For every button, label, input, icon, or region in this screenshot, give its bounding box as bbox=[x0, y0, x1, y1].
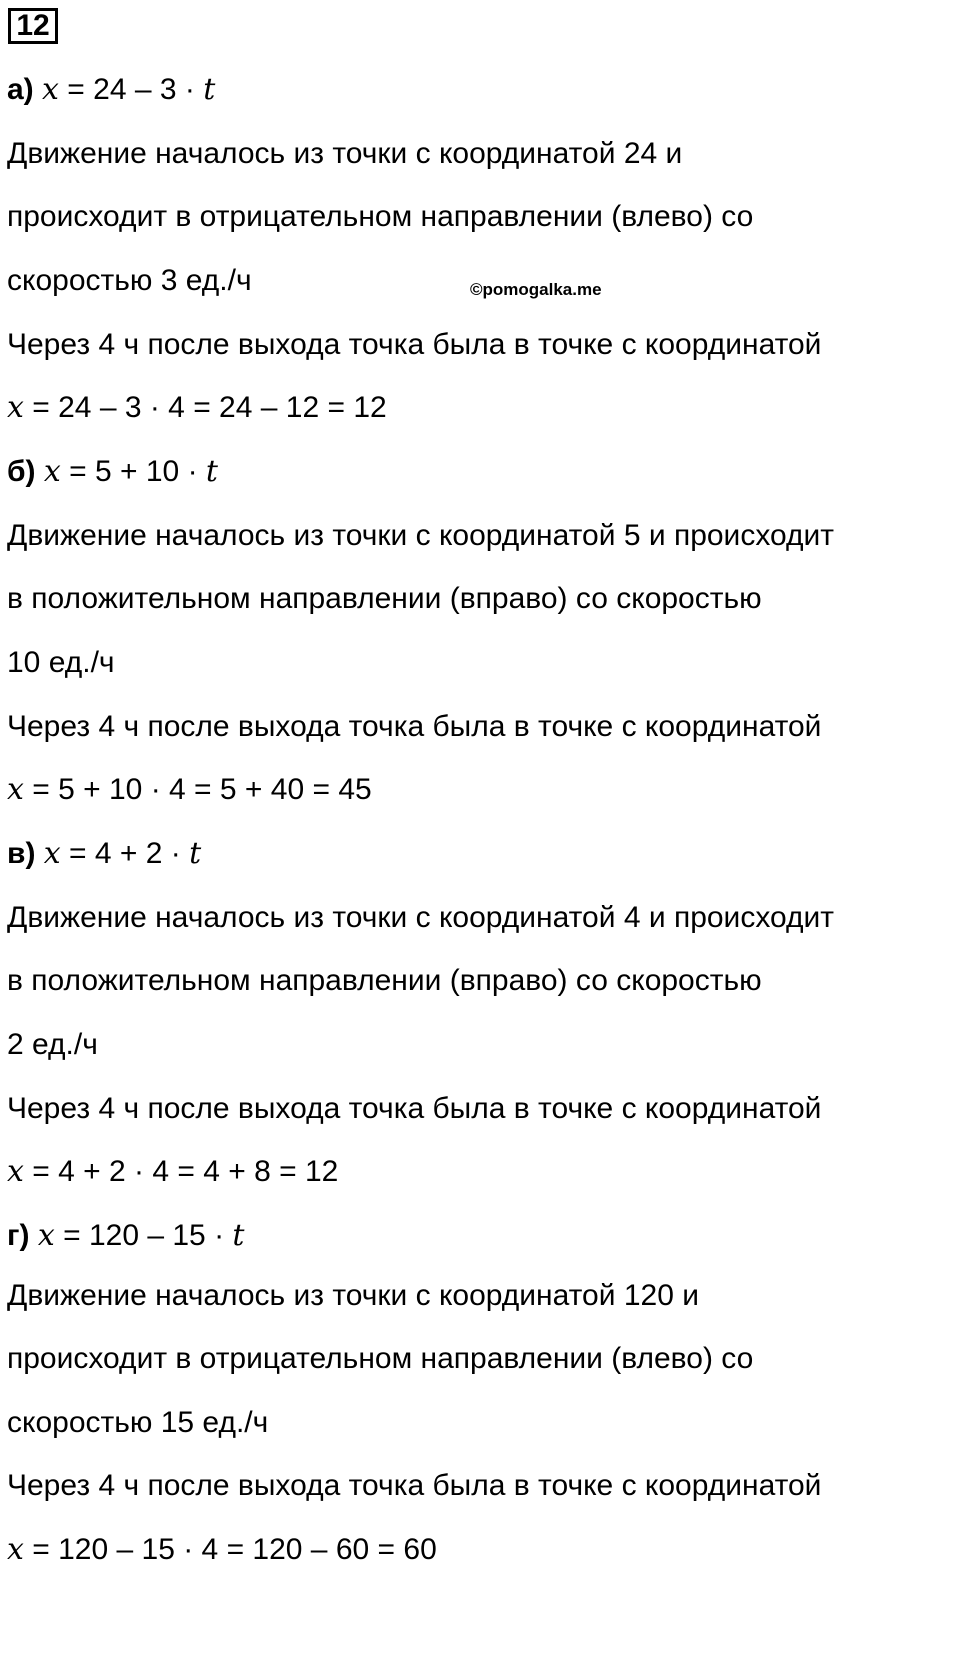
part-b-description-line: Движение началось из точки с координатой 5 и происходит bbox=[7, 519, 835, 552]
formula-variable: x bbox=[43, 836, 61, 871]
part-c-after-text: Через 4 ч после выхода точка была в точке с координатой bbox=[7, 1092, 822, 1125]
part-d-description-line: скоростью 15 ед./ч bbox=[7, 1406, 269, 1439]
part-b-description-line: 10 ед./ч bbox=[7, 646, 115, 679]
part-b-calculation bbox=[7, 767, 372, 813]
time-variable: t bbox=[232, 1218, 245, 1253]
part-d-description-line: Движение началось из точки с координатой 120 и bbox=[7, 1279, 699, 1312]
calc-text: = 5 + 10 · 4 = 5 + 40 = 45 bbox=[23, 773, 372, 806]
part-b-formula bbox=[7, 449, 218, 495]
formula-text: = 5 + 10 · bbox=[60, 455, 206, 488]
formula-variable: x bbox=[37, 1218, 55, 1253]
calc-variable: x bbox=[7, 1532, 24, 1567]
calc-text: = 120 – 15 · 4 = 120 – 60 = 60 bbox=[23, 1533, 437, 1566]
formula-text: = 120 – 15 · bbox=[54, 1219, 233, 1252]
calc-variable: x bbox=[7, 772, 24, 807]
part-letter: г) bbox=[7, 1219, 30, 1252]
part-c-formula bbox=[7, 831, 201, 877]
calc-variable: x bbox=[7, 390, 24, 425]
part-d-calculation bbox=[7, 1527, 437, 1573]
formula-text: = 24 – 3 · bbox=[58, 73, 204, 106]
part-a-description-line: Движение началось из точки с координатой 24 и bbox=[7, 137, 683, 170]
time-variable: t bbox=[205, 454, 218, 489]
calc-text: = 24 – 3 · 4 = 24 – 12 = 12 bbox=[23, 391, 387, 424]
task-number-badge: 12 bbox=[8, 8, 58, 44]
part-letter: а) bbox=[7, 73, 34, 106]
time-variable: t bbox=[203, 72, 216, 107]
calc-variable: x bbox=[7, 1154, 24, 1189]
part-a-description-line: скоростью 3 ед./ч bbox=[7, 264, 252, 297]
part-d-formula bbox=[7, 1213, 244, 1259]
part-a-after-text: Через 4 ч после выхода точка была в точке с координатой bbox=[7, 328, 822, 361]
part-letter: в) bbox=[7, 837, 36, 870]
formula-text: = 4 + 2 · bbox=[60, 837, 190, 870]
part-b-description-line: в положительном направлении (вправо) со скоростью bbox=[7, 582, 762, 615]
formula-variable: x bbox=[43, 454, 61, 489]
time-variable: t bbox=[189, 836, 202, 871]
part-letter: б) bbox=[7, 455, 36, 488]
formula-variable: x bbox=[42, 72, 59, 107]
part-b-after-text: Через 4 ч после выхода точка была в точке с координатой bbox=[7, 710, 822, 743]
part-a-description-line: происходит в отрицательном направлении (влево) со bbox=[7, 200, 754, 233]
part-d-after-text: Через 4 ч после выхода точка была в точке с координатой bbox=[7, 1469, 822, 1502]
part-c-description-line: 2 ед./ч bbox=[7, 1028, 98, 1061]
calc-text: = 4 + 2 · 4 = 4 + 8 = 12 bbox=[23, 1155, 339, 1188]
watermark: ©pomogalka.me bbox=[470, 280, 602, 299]
part-c-calculation bbox=[7, 1149, 338, 1195]
part-d-description-line: происходит в отрицательном направлении (влево) со bbox=[7, 1342, 754, 1375]
part-c-description-line: в положительном направлении (вправо) со скоростью bbox=[7, 964, 762, 997]
part-a-formula bbox=[7, 67, 215, 113]
part-a-calculation bbox=[7, 385, 387, 431]
part-c-description-line: Движение началось из точки с координатой 4 и происходит bbox=[7, 901, 835, 934]
